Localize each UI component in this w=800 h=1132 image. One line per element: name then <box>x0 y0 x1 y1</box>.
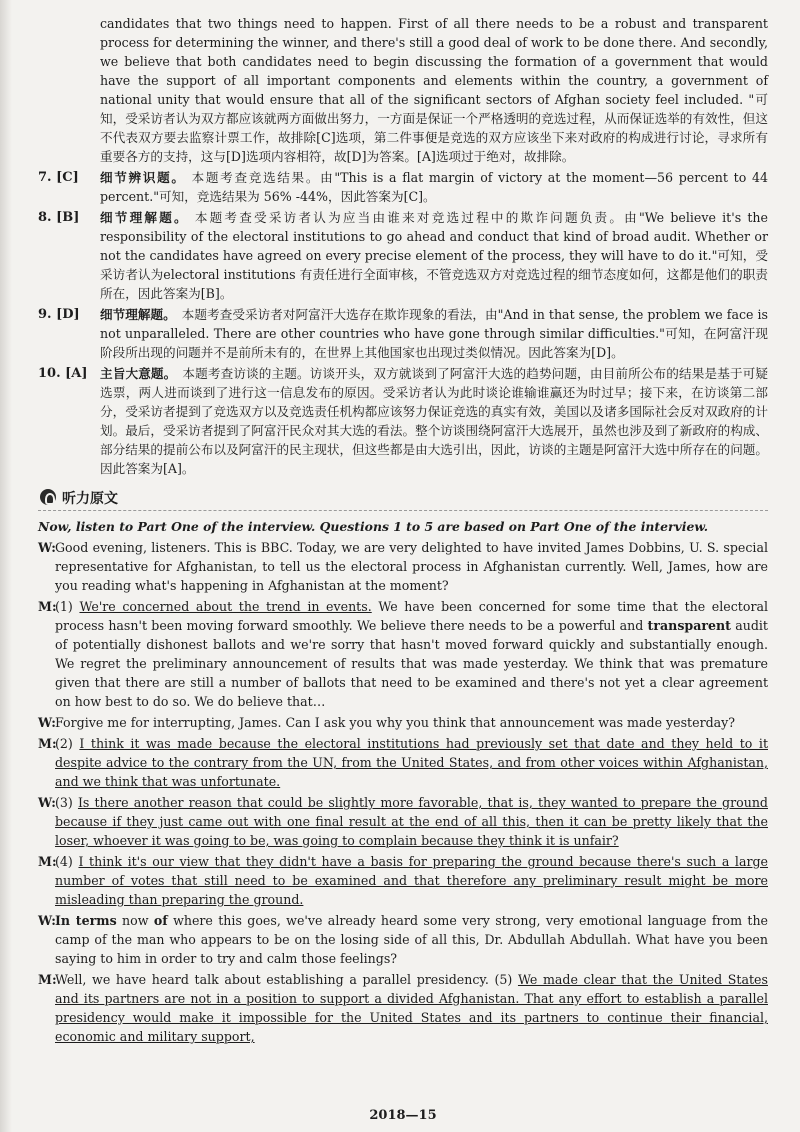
speaker-label: M: <box>38 599 57 614</box>
answer-number: 8. [B] <box>38 210 80 225</box>
question-type-tag: 细节理解题。 <box>100 307 176 322</box>
speaker-label: M: <box>38 854 57 869</box>
speaker-label: W: <box>38 913 56 928</box>
listening-instruction: Now, listen to Part One of the interview. Questions 1 to 5 are based on Part One of the interview. <box>38 519 709 534</box>
dialogue-turn <box>38 970 768 1046</box>
answer-item <box>38 305 768 362</box>
answer-explanation <box>100 305 768 362</box>
dialogue-turn <box>38 852 768 909</box>
intro-paragraph: candidates that two things need to happen. First of all there needs to be a robust and transparent process for determining the winner, and there's still a good deal of work to be done there. And secondly, we believe that both candidates need to begin discussing the formation of a government that would have the support of all important components and elements within the country, a government of national unity that would ensure that all of the significant sectors of Afghan society feel included. "可知，受采访者认为双方都应该就两方面做出努力，一方面是保证一个严格透明的竞选过程，从而保证选举的有效性，但这不代表双方要去监察计票工作，故排除[C]选项，第二件事便是竞选的双方应该坐下来对政府的构成进行讨论，寻求所有重要各方的支持，这与[D]选项内容相符，故[D]为答案。[A]选项过于绝对，故排除。 <box>100 16 768 164</box>
underlined-answer-text: We made clear that the United States and its partners are not in a position to support a divided Afghanistan. That any effort to establish a parallel presidency would make it impossible for the United States and its partners to continue their financial, economic and military support, <box>55 972 768 1044</box>
section-header <box>38 486 768 511</box>
dialogue-turn <box>38 597 768 711</box>
answer-item <box>38 364 768 478</box>
dialogue-turn <box>38 911 768 968</box>
explanation-text: 本题考查受采访者对阿富汗大选存在欺诈现象的看法，由"And in that sense, the problem we face is not unparalleled. There are other countries who have gone through similar difficulties."可知，在阿富汗现阶段所出现的问题并不是前所未有的，在世界上其他国家也出现过类似情况。因此答案为[D]。 <box>100 307 768 360</box>
transcript-text: Good evening, listeners. This is BBC. Today, we are very delighted to have invited James Dobbins, U. S. special representative for Afghanistan, to tell us the electoral process in Afghanistan currently. Well, James, how are you reading what's happening in Afghanistan at the moment? <box>55 540 768 593</box>
transcript-text: now <box>116 913 154 928</box>
speaker-label: M: <box>38 736 57 751</box>
transcript-text: We have been concerned for some time that the electoral process hasn't been moving forward smoothly. We believe there needs to be a powerful and <box>55 599 768 633</box>
explanation-text: 本题考查访谈的主题。访谈开头，双方就谈到了阿富汗大选的趋势问题，由目前所公布的结果是基于可疑选票，两人进而谈到了进行这一信息发布的原因。受采访者认为此时谈论谁输谁赢还为时过早；接下来，在访谈第二部分，受采访者提到了竞选双方以及竞选责任机构都应该努力保证竞选的真实有效，美国以及诸多国际社会反对双政府的计划。最后，受采访者提到了阿富汗民众对其大选的看法。整个访谈围绕阿富汗大选展开，虽然也涉及到了新政府的构成、部分结果的提前公布以及阿富汗的民主现状，但这些都是由大选引出，因此，访谈的主题是阿富汗大选中所存在的问题。因此答案为[A]。 <box>100 366 769 476</box>
dialogue-turn <box>38 713 768 732</box>
speaker-label: W: <box>38 715 56 730</box>
underlined-answer-text: Is there another reason that could be slightly more favorable, that is, they wanted to prepare the ground because if they just came out with one final result at the end of all this, then it can be pretty likely that the loser, whoever it was going to be, was going to complain because they think it is unfair? <box>55 795 768 848</box>
transcript-text: transparent <box>647 618 731 633</box>
transcript-text: of <box>153 913 168 928</box>
page-edge-shadow <box>0 0 12 1132</box>
dialogue-turn <box>38 793 768 850</box>
question-type-tag: 主旨大意题。 <box>100 366 177 381</box>
answer-item <box>38 168 768 206</box>
transcript-text: (1) <box>55 599 80 614</box>
document-page <box>38 14 769 1123</box>
answer-number: 10. [A] <box>38 366 88 381</box>
answer-number: 7. [C] <box>38 170 79 185</box>
underlined-answer-text: I think it was made because the electoral institutions had previously set that date and they held to it despite advice to the contrary from the UN, from the United States, and from other voices within Afghanistan, and we think that was unfortunate. <box>55 736 768 789</box>
transcript-text: Well, we have heard talk about establishing a parallel presidency. (5) <box>55 972 518 987</box>
dialogue-turn <box>38 734 768 791</box>
section-title: 听力原文 <box>62 491 118 507</box>
answer-explanation <box>100 168 768 206</box>
transcript-text: where this goes, we've already heard some very strong, very emotional language from the camp of the man who appears to be on the losing side of all this, Dr. Abdullah Abdullah. What have you been saying to him in order to try and calm those feelings? <box>55 913 769 966</box>
transcript-text: audit of potentially dishonest ballots and we're sorry that hasn't moved forward quickly and substantially enough. We regret the preliminary announcement of results that was made yesterday. We think that was premature given that there are still a number of ballots that need to be examined and there's not yet a clear agreement on how best to do so. We do believe that… <box>55 618 768 709</box>
answer-explanation <box>100 208 768 303</box>
answer-number: 9. [D] <box>38 307 80 322</box>
question-type-tag: 细节理解题。 <box>100 210 189 225</box>
dialogue-transcript <box>38 538 768 1046</box>
page-number: 2018—15 <box>369 1108 437 1123</box>
transcript-text: In terms <box>55 913 117 928</box>
transcript-text: (3) <box>55 795 78 810</box>
transcript-text: (2) <box>55 736 80 751</box>
transcript-text: (4) <box>55 854 79 869</box>
question-type-tag: 细节辨识题。 <box>100 170 186 185</box>
headphones-icon <box>40 489 56 505</box>
speaker-label: W: <box>38 540 56 555</box>
dialogue-turn <box>38 538 768 595</box>
answer-item <box>38 208 768 303</box>
explanation-text: 本题考查竞选结果。由"This is a flat margin of victory at the moment—56 percent to 44 percent."可知，竞选结果为 56% -44%，因此答案为[C]。 <box>100 170 768 204</box>
speaker-label: M: <box>38 972 57 987</box>
explanation-text: 本题考查受采访者认为应当由谁来对竞选过程中的欺诈问题负责。由"We believe it's the responsibility of the electoral institutions to go ahead and conduct that kind of broad audit. Whether or not the candidates have agreed on every precise element of the process, they will have to do it."可知，受采访者认为electoral institutions 有责任进行全面审核，不管竞选双方对竞选过程的细节态度如何，这都是他们的职责所在，因此答案为[B]。 <box>100 210 768 301</box>
transcript-text: Forgive me for interrupting, James. Can I ask you why you think that announcement was made yesterday? <box>55 715 736 730</box>
answer-explanation <box>100 364 768 478</box>
speaker-label: W: <box>38 795 56 810</box>
answer-items <box>38 168 768 478</box>
underlined-answer-text: I think it's our view that they didn't have a basis for preparing the ground because there's such a large number of votes that still need to be examined and that therefore any preliminary result might be more misleading than preparing the ground. <box>55 854 769 907</box>
underlined-answer-text: We're concerned about the trend in events. <box>79 599 372 614</box>
